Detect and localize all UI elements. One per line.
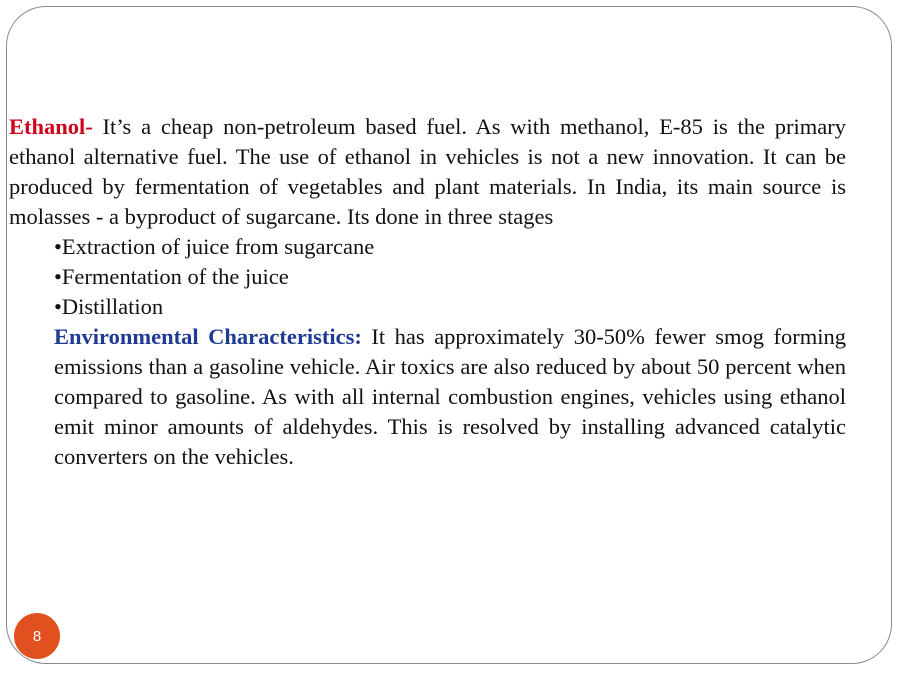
- intro-text: It’s a cheap non-petroleum based fuel. As with methanol, E-85 is the primary ethanol alternative fuel. The use of ethanol in vehicles is not a new innovation. It can be produced by fermentation of vegetables and plant materials. In India, its main source is molasses - a byproduct of sugarcane. Its done in three stages: [9, 114, 846, 229]
- list-item: •Fermentation of the juice: [54, 264, 289, 289]
- stages-list: [9, 232, 846, 322]
- environmental-term: Environmental Characteristics:: [54, 324, 362, 349]
- list-item: •Extraction of juice from sugarcane: [54, 234, 375, 259]
- ethanol-term: Ethanol-: [9, 114, 93, 139]
- environmental-paragraph: [54, 322, 846, 472]
- page-number-badge: [14, 613, 60, 659]
- list-item: •Distillation: [54, 294, 164, 319]
- slide-content: [9, 112, 846, 472]
- environmental-text: It has approximately 30-50% fewer smog forming emissions than a gasoline vehicle. Air toxics are also reduced by about 50 percent when compared to gasoline. As with all internal combustion engines, vehicles using ethanol emit minor amounts of aldehydes. This is resolved by installing advanced catalytic converters on the vehicles.: [54, 324, 846, 469]
- page-number: 8: [32, 627, 42, 645]
- intro-paragraph: [9, 112, 846, 232]
